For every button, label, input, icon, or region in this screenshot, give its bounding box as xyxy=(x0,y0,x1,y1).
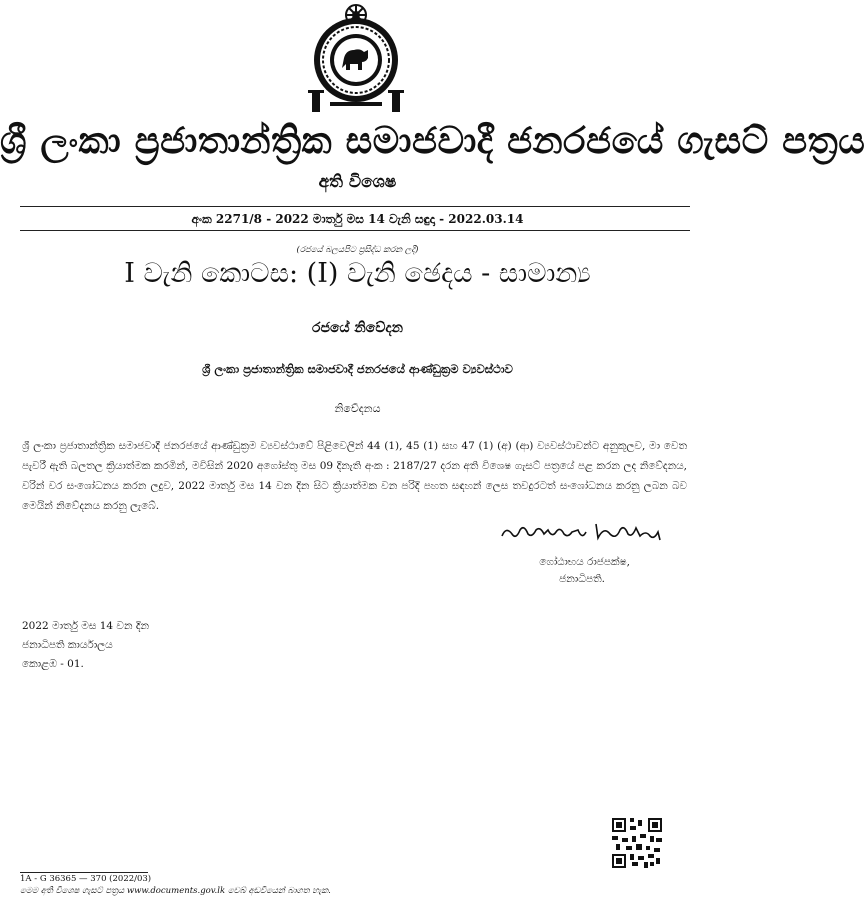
office-line: ජනාධිපති කාර්යාලය xyxy=(22,639,113,651)
extraordinary-label: අති විශෙෂ xyxy=(318,172,397,192)
header-rule-bottom xyxy=(20,230,690,231)
authority-note: (රජයේ බලයපිට ප්‍රසිද්ධ කරන ලදී) xyxy=(296,245,419,255)
part-title: I වැනි කොටස: (I) වැනි ඡෙදය - සාමාන්‍ය xyxy=(124,258,591,289)
constitution-heading: ශ්‍රී ලංකා ප්‍රජාතාන්ත්‍රික සමාජවාදී ජනරජයේ ආණ්ඩුක්‍රම ව්‍යවස්ථාව xyxy=(202,362,513,376)
footer-rule xyxy=(20,872,148,873)
header-rule-top xyxy=(20,206,690,207)
handwritten-signature xyxy=(500,516,662,548)
qr-code-icon xyxy=(612,818,662,868)
footer-note: මෙම අති විශෙෂ ගැසට් පත්‍රය www.documents.gov.lk වෙබ් අඩවියෙන් බාගත හැක. xyxy=(20,886,331,896)
footer-reference: 1A - G 36365 — 370 (2022/03) xyxy=(20,874,152,884)
date-line: 2022 මාර්තු මස 14 වන දින xyxy=(22,620,150,632)
notification-heading: නිවේදනය xyxy=(334,402,381,415)
government-notifications-heading: රජයේ නිවේදන xyxy=(312,320,403,336)
issue-line: අංක 2271/8 - 2022 මාර්තු මස 14 වැනි සඳුදා - 2022.03.14 xyxy=(191,212,524,226)
gazette-title: ශ්‍රී ලංකා ප්‍රජාතාන්ත්‍රික සමාජවාදී ජනරජයේ ගැසට් පත්‍රය xyxy=(0,118,865,162)
signer-name: ගෝඨාභය රාජපක්ෂ, xyxy=(539,556,630,568)
signer-title: ජනාධිපති. xyxy=(559,573,605,585)
notification-body: ශ්‍රී ලංකා ප්‍රජාතාන්ත්‍රික සමාජවාදී ජනරජයේ ආණ්ඩුක්‍රම ව්‍යවස්ථාවේ පිළිවෙලින් 44 (1), 45 (1) සහ 47 (1) (අ) (ආ) ව්‍යවස්ථාවන්ට අනුකූලව, මා වෙත පැවරී ඇති බලතල ක්‍රියාත්මක කරමින්, මවිසින් 2020 අගෝස්තු මස 09 දිනැති අංක : 2187/27 දරන අති විශෙෂ ගැසට් පත්‍රයේ පළ කරන ලද නිවේදනය, වරින් වර සංශෝධනය කරන ලදුව, 2022 මාර්තු මස 14 වන දින සිට ක්‍රියාත්මක වන පරිදි පහත සඳහන් ලෙස තවදුරටත් සංශෝධනය කරනු ලබන බව මෙයින් නිවේදනය කරනු ලැබේ. xyxy=(22,440,691,512)
place-line: කොළඹ - 01. xyxy=(22,658,84,670)
national-emblem xyxy=(302,2,410,114)
